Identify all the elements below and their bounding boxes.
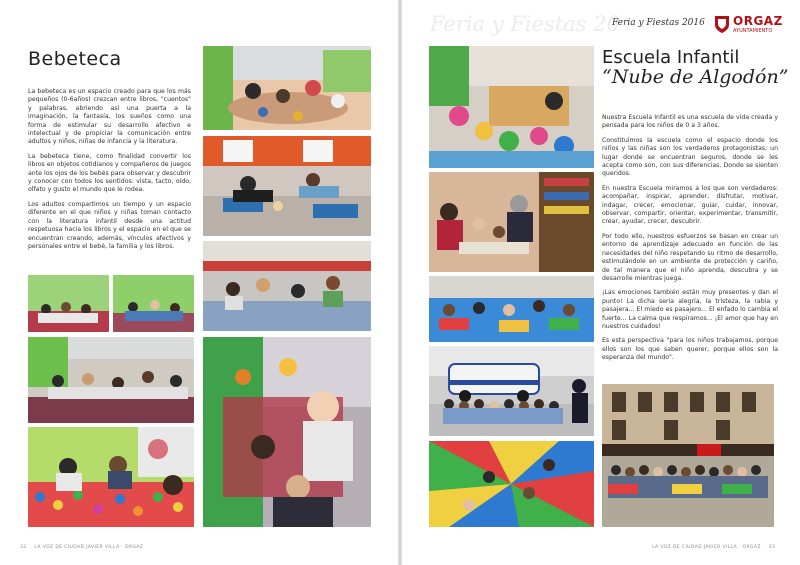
header-tag: Feria y Fiestas 2016 — [612, 18, 705, 28]
orgaz-logo — [714, 12, 794, 38]
photo-police-car-visit — [429, 346, 594, 436]
page-title-escuela: Escuela Infantil — [602, 47, 740, 68]
right-page-number: 33 — [768, 545, 776, 550]
right-footer-text: LA VOZ DE CIUDAD JAVIER VILLA · ORGAZ — [652, 545, 761, 550]
bebeteca-article — [28, 88, 191, 257]
escuela-paragraph-6: Es esta perspectiva "para los niños trabajamos, porque ellos son los que saben querer, porque ellos son la esperanza del mundo". — [602, 337, 778, 362]
watermark-title: Feria y Fiestas 20 — [430, 12, 620, 36]
escuela-paragraph-4: Por todo ello, nuestros esfuerzos se basan en crear un entorno de aprendizaje adecuado en función de las necesidades del niño respetando su ritmo de desarrollo, estimulándole en un ambiente de protección y cariño, de tal manera que el niño aprenda, descubra y se desarrolle mientras juega. — [602, 232, 778, 282]
right-page — [402, 0, 800, 565]
escuela-paragraph-5: ¡Las emociones también están muy presentes y dan el punto! La dicha sería alegría, la tristeza, la rabia y pasajera... El miedo es pasajero... El enfado lo cambia el fuerte... La calma que respiramos... ¡El amor que hay en nuestros cuidados! — [602, 289, 778, 330]
photo-ride-on-toys — [429, 276, 594, 342]
photo-babies-on-mats — [203, 136, 371, 236]
escuela-paragraph-2: Constituimos la escuela como el espacio donde los niños y las niñas son los verdaderos protagonistas; un lugar donde se encuentran seguros, donde se les acepta como son, con sus diferencias. Donde se sienten queridos. — [602, 136, 778, 178]
left-page-footer — [20, 545, 143, 550]
photo-ball-pit — [28, 427, 194, 527]
bebeteca-paragraph-2: La bebeteca tiene, como finalidad convertir los libros en objetos cotidianos y compañeros de juegos ante los ojos de los bebés para observar y descubrir y conocer con todos los sentidos: vista, tacto, oído, olfato y gusto el mundo que le rodea. — [28, 152, 191, 194]
photo-group-town-square — [602, 384, 774, 527]
logo-subtitle: AYUNTAMIENTO — [733, 28, 773, 34]
escuela-article — [602, 114, 778, 369]
bebeteca-paragraph-3: Los adultos compartimos un tiempo y un espacio diferente en el que niños y niñas toman contacto con la literatura infantil desde una actitud respetuosa hacia los libros y el espacio en el que se encuentran creando, además, vínculos afectivos y personales entre el bebé, la familia y los libros. — [28, 200, 191, 250]
logo-name: ORGAZ — [733, 14, 783, 28]
left-page-number: 32 — [20, 545, 27, 550]
photo-storytime-circle — [203, 241, 371, 331]
page-subtitle-nube: “Nube de Algodón” — [602, 66, 789, 88]
escuela-paragraph-1: Nuestra Escuela Infantil es una escuela de vida creada y pensada para los niños de 0 a 3 años. — [602, 114, 778, 130]
escuela-paragraph-3: En nuestra Escuela miramos a los que son verdaderos: acompañar, inspirar, aprender, disfrutar, motivar, indagar, crecer, emocionar, guiar, cuidar, innovar, observar, compartir, orientar, experimentar, transmitir, crear, ayudar, crecer, descubrir. — [602, 184, 778, 226]
left-footer-text: LA VOZ DE CIUDAD JAVIER VILLA · ORGAZ — [34, 545, 144, 550]
photo-parachute-game — [429, 441, 594, 527]
page-title-bebeteca: Bebeteca — [28, 48, 122, 70]
crest-icon — [714, 14, 730, 34]
bebeteca-paragraph-1: La bebeteca es un espacio creado para que los más pequeños (0-6años) crezcan entre libros, "cuentos" y palabras, abriendo así una puerta a la imaginación, la fantasía, los sueños como una forma de estimular su desarrollo afectivo e intelectual y de propiciar la comunicación entre adultos y niños, niñas de infancia y la literatura. — [28, 88, 191, 146]
right-page-footer — [652, 545, 775, 550]
left-page — [0, 0, 398, 565]
photo-classroom-toys — [429, 46, 594, 168]
photo-library-story-session — [28, 337, 194, 423]
photo-baby-play-area — [203, 337, 371, 527]
photo-children-group-a — [28, 275, 109, 332]
photo-teachers-with-children — [429, 172, 594, 272]
photo-children-group-b — [113, 275, 194, 332]
photo-bebeteca-room — [203, 46, 371, 130]
